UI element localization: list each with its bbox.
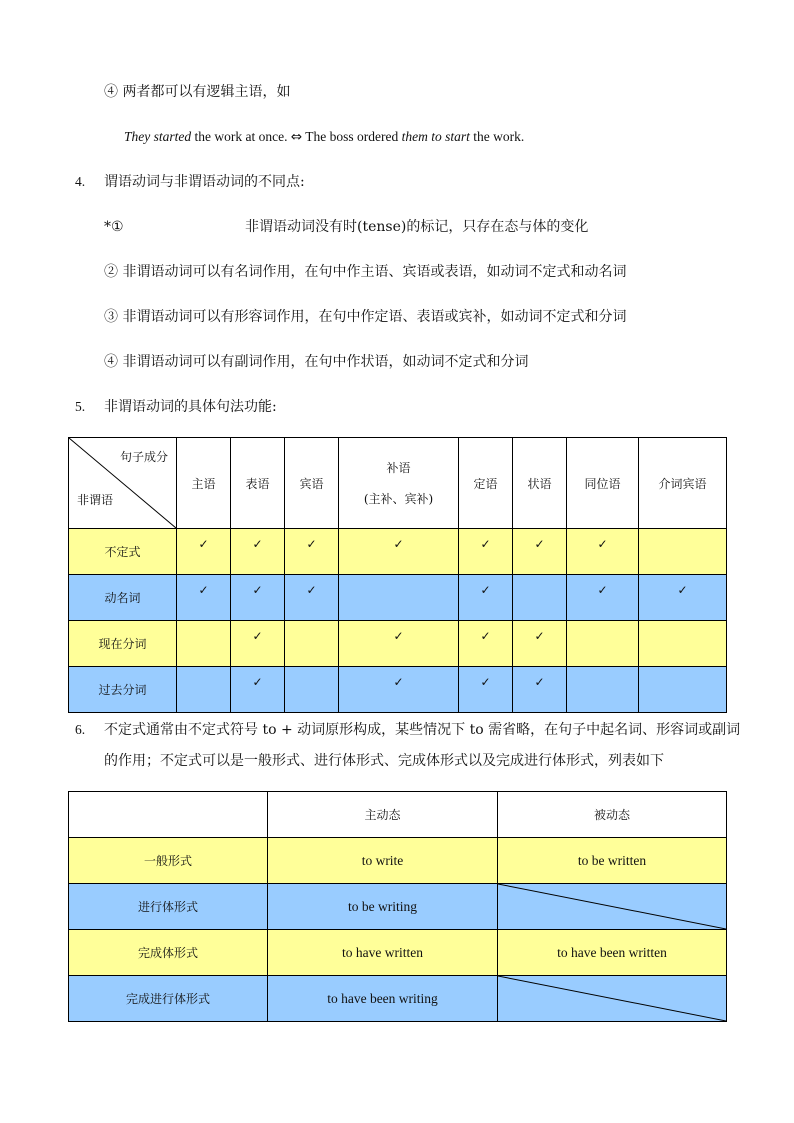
- complement-label: 补语: [386, 461, 411, 475]
- example-part1: They started: [124, 129, 192, 144]
- example-sentence: [124, 128, 524, 146]
- column-header-complement: [339, 438, 459, 529]
- passive-form: to have been written: [498, 930, 727, 976]
- section6-line1: 不定式通常由不定式符号 to + 动词原形构成，某些情况下 to 需省略，在句子中起名词、形容词或副词: [104, 722, 741, 738]
- check-cell: ✓: [231, 529, 285, 575]
- table1-row: [69, 575, 727, 621]
- empty-cell: [639, 667, 727, 713]
- row-label: 动名词: [69, 575, 177, 621]
- check-cell: ✓: [459, 575, 513, 621]
- column-header: 状语: [513, 438, 567, 529]
- empty-cell: [285, 621, 339, 667]
- diagonal-line: [498, 976, 726, 1021]
- empty-cell: [285, 667, 339, 713]
- column-header: 主语: [177, 438, 231, 529]
- active-form: to have written: [268, 930, 498, 976]
- active-form: to be writing: [268, 884, 498, 930]
- infinitive-forms-table: [68, 791, 727, 1022]
- check-cell: ✓: [459, 621, 513, 667]
- check-cell: ✓: [285, 575, 339, 621]
- table2-row: [69, 884, 727, 930]
- check-cell: ✓: [231, 621, 285, 667]
- empty-cell: [177, 667, 231, 713]
- section4-item4: ④ 非谓语动词可以有副词作用，在句中作状语，如动词不定式和分词: [104, 354, 529, 370]
- table2-row: [69, 976, 727, 1022]
- empty-cell: [639, 529, 727, 575]
- check-cell: ✓: [567, 575, 639, 621]
- check-cell: ✓: [339, 621, 459, 667]
- row-label: 现在分词: [69, 621, 177, 667]
- table2-row: [69, 838, 727, 884]
- column-header: 介词宾语: [639, 438, 727, 529]
- empty-cell: [339, 575, 459, 621]
- check-cell: ✓: [339, 667, 459, 713]
- check-cell: ✓: [177, 529, 231, 575]
- header-active: 主动态: [268, 792, 498, 838]
- active-form: to have been writing: [268, 976, 498, 1022]
- item-both-logical-subject: ④ 两者都可以有逻辑主语，如: [104, 84, 291, 100]
- form-label: 完成进行体形式: [69, 976, 268, 1022]
- column-header: 表语: [231, 438, 285, 529]
- complement-sub-label: (主补、宾补): [363, 492, 434, 506]
- example-part2: the work at once.: [191, 129, 291, 144]
- table1-corner-cell: [69, 438, 177, 529]
- section5-title: 非谓语动词的具体句法功能:: [104, 399, 277, 415]
- example-part5: the work.: [469, 129, 525, 144]
- table1-row: [69, 529, 727, 575]
- empty-cell: [639, 621, 727, 667]
- check-cell: ✓: [639, 575, 727, 621]
- passive-not-applicable: [498, 976, 727, 1022]
- check-cell: ✓: [285, 529, 339, 575]
- section4-item3: ③ 非谓语动词可以有形容词作用，在句中作定语、表语或宾补，如动词不定式和分词: [104, 309, 627, 325]
- table2-row: [69, 930, 727, 976]
- check-cell: ✓: [459, 529, 513, 575]
- check-cell: ✓: [459, 667, 513, 713]
- empty-cell: [567, 667, 639, 713]
- empty-cell: [567, 621, 639, 667]
- corner-top-label: 句子成分: [119, 450, 168, 464]
- form-label: 进行体形式: [69, 884, 268, 930]
- column-header: 宾语: [285, 438, 339, 529]
- equivalence-arrow: ⇔: [290, 129, 303, 145]
- section4-item1-marker: *①: [104, 219, 124, 235]
- active-form: to write: [268, 838, 498, 884]
- table2-corner-cell: [69, 792, 268, 838]
- table1-row: [69, 667, 727, 713]
- syntax-function-table: [68, 437, 727, 713]
- passive-form: to be written: [498, 838, 727, 884]
- section6-number: 6.: [75, 722, 86, 737]
- section4-number: 4.: [75, 174, 86, 189]
- section6-line2: 的作用；不定式可以是一般形式、进行体形式、完成体形式以及完成进行体形式，列表如下: [104, 753, 664, 769]
- row-label: 过去分词: [69, 667, 177, 713]
- check-cell: ✓: [513, 667, 567, 713]
- row-label: 不定式: [69, 529, 177, 575]
- header-passive: 被动态: [498, 792, 727, 838]
- column-header: 同位语: [567, 438, 639, 529]
- form-label: 完成体形式: [69, 930, 268, 976]
- check-cell: ✓: [177, 575, 231, 621]
- diagonal-line: [498, 884, 726, 929]
- check-cell: ✓: [567, 529, 639, 575]
- check-cell: ✓: [339, 529, 459, 575]
- corner-bottom-label: 非谓语: [77, 493, 114, 507]
- empty-cell: [177, 621, 231, 667]
- empty-cell: [513, 575, 567, 621]
- passive-not-applicable: [498, 884, 727, 930]
- section5-number: 5.: [75, 399, 86, 414]
- check-cell: ✓: [513, 621, 567, 667]
- section4-item2: ② 非谓语动词可以有名词作用，在句中作主语、宾语或表语，如动词不定式和动名词: [104, 264, 627, 280]
- form-label: 一般形式: [69, 838, 268, 884]
- example-part3: The boss ordered: [302, 129, 402, 144]
- example-part4: them to start: [401, 129, 470, 144]
- section4-item1: 非谓语动词没有时(tense)的标记，只存在态与体的变化: [245, 219, 589, 235]
- table1-row: [69, 621, 727, 667]
- check-cell: ✓: [513, 529, 567, 575]
- section4-title: 谓语动词与非谓语动词的不同点:: [104, 174, 305, 190]
- column-header: 定语: [459, 438, 513, 529]
- check-cell: ✓: [231, 667, 285, 713]
- check-cell: ✓: [231, 575, 285, 621]
